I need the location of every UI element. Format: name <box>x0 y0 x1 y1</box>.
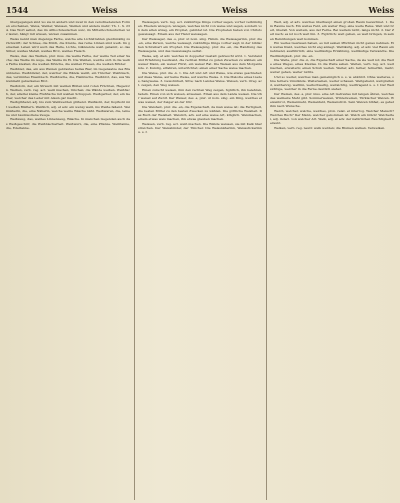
paragraph: Der Weizen, des -s, plur. inus. eine Art Getreides mit langen Ähren, welches das weißeste Mehl gibt. Sommerweizen, Winterweizen, Türkischer Weizen. Weizenbrot, Weizenmehl, Weizenfeld, Weizenstroh. Sein Weizen blühet, es gehet ihm nach Wunsche. <box>270 91 394 109</box>
paragraph: Die Weise, plur. die -n. 1. Die Art und Art und Weise, wie etwas geschiehet; auf diese Weise, auf keine Weise, auf welche Weise. 2. Die Melodie eines Liedes, Sangweise. 3. Gewohnheit, Sitte; nach Landes Weise. Weisen, verb. irreg. act. zeigen, den Weg weisen. <box>138 70 262 88</box>
paragraph: Welch, welcher, welche, welches, pron. relat. et interrog. Welcher Mensch? Welches Buch? Der Mann, welcher gekommen ist. Welch ein Glück! Welcherlei, adj. indecl. von welcher Art. Welk, adj. et adv. der natürlichen Feuchtigkeit beraubt. <box>270 108 394 126</box>
paragraph: Weißbier, das, ein aus Weizen gebrautes helles Bier, im Gegensatze des Braunbieres. Weißbinder, der, welcher die Wände weißt, ein Tüncher. Weißblech, das, verzinntes Eisenblech. Weißbuche, die, Hainbuche. Weißbrot, das, aus Weizenmehl gebackenes Brot. <box>6 66 130 84</box>
running-head-left: Weiss <box>92 5 118 15</box>
paragraph: Weit, adj. et adv. welches überhaupt einen großen Raum bezeichnet. 1. Dem Raume nach. Ein weites Feld, ein weiter Weg, eine weite Reise. Weit und breit, überall. Von weitem, aus der Ferne. Bei weitem nicht, lange nicht. 2. Der Zeit nach; es ist noch weit hin. 3. Figürlich; weit gehen, es weit bringen, in seinen Bemühungen weit kommen. <box>270 20 394 41</box>
paragraph: Ein weites Gewissen haben, es mit seinen Pflichten nicht genau nehmen. Ein weites Kleid, welches nicht eng anliegt. Weitläufig, adj. et adv. viel Raum einnehmend, ausführlich; eine weitläufige Erzählung, weitläufige Verwandte. Die Weitläufigkeit, plur. die -en. <box>270 41 394 58</box>
paragraph: Weißglühend, adj. bis zum Weißwerden glühend. Weißkohl, der, Kopfkohl mit weißen Blättern. Weißlich, adj. et adv. ein wenig weiß, ins Weiße fallend. Weißnäherin, die, eine Näherin, welche weiße Wäsche näht. Weißwaren, die, leinene und baumwollene Zeuge. <box>6 100 130 117</box>
paragraph: Die Weite, plur. die -n, die Eigenschaft einer Sache, da sie weit ist; die Weite eines Weges, eines Kleides. In die Weite sehen. Weiten, verb. reg. act. weit machen, erweitern; einen Schuh weiten. Weiter, adv. ferner, fernerhin, mehr; weiter gehen, weiter nichts. <box>270 58 394 75</box>
page-number: 1544 <box>6 5 29 15</box>
text-columns <box>6 20 394 500</box>
text-column-middle <box>134 20 262 500</box>
paragraph: Die Weisheit, plur. die -en, die Eigenschaft, da man weise ist; die Fertigkeit, die besten Mittel zu den besten Zwecken zu wählen. Die göttliche Weisheit. Das Buch der Weisheit. Weislich, adv. auf eine weise Art, klüglich. Weismachen, einem etwas weis machen, ihn etwas glauben machen. <box>138 104 262 122</box>
running-head-center: Weiss <box>222 5 248 15</box>
paragraph: Weissen, verb. reg. act. weiß machen. Die Wände weissen, sie mit Kalk überstreichen. Der Weissbinder, der Tüncher. Die Weissnäherinn, Weissstickerinn u. s. f. <box>138 121 262 134</box>
paragraph: übergegangen sind wo sie in andern und zwar in den verschiedensten Formen erscheinen, Weiss, Weißer, Weissen, Weißen und andere mehr; Th. 1. S. 234. Das Wort selbst, das im Althochdeutschen uuiz, im Mittelhochdeutschen wiz lautet, hängt mit wissen, wizzen zusammen. <box>6 20 130 37</box>
page-header <box>6 4 394 17</box>
paragraph: Der Weissager, des -s, plur. ut nom. sing. Fämin. die Weissagerinn, plur. die -en, eine Person, welche weissagt, zukünftige Dinge vorher sagt; in der biblischen Schreibart ein Prophet. Die Weissagung, plur. die -en, die Handlung des Weissagens, und das Geweissagte selbst. <box>138 36 262 54</box>
paragraph: Einen zurecht weisen, ihm den rechten Weg zeigen, figürlich, ihn belehren, tadeln. Einen von sich weisen, abweisen. Einen aus dem Lande weisen. Die Uhr weiset auf Zwölf. Der Weiser, des -s, plur. ut nom. sing. ein Ding, welches etwas weiset, der Zeiger an der Uhr. <box>138 87 262 105</box>
running-head-right: Weiss <box>368 5 394 15</box>
text-column-left <box>6 20 130 500</box>
paragraph: Weißzeug, das, weißes Linnenzeug, Wäsche. In manchen Gegenden auch das Weißgeschirr, die Weißblecharbeit. Weißwurz, die, eine Pflanze. Weißtanne, die, Edeltanne. <box>6 117 130 130</box>
paragraph: Welken, verb. reg. neutr. welk werden; die Blumen welken. Verwelken. <box>274 125 386 130</box>
text-column-right <box>266 20 394 500</box>
paragraph: Weiss nennt man diejenige Farbe, welche alle Lichtstrahlen gleichmäßig zurückwirft; der Schnee, die Milch, die Kreide, das reine Linnen sind weiß. Im gemeinen Leben wird auch das Helle, Lichte, Glänzende weiß genannt, so das Silber, weißes Metall, weißes Brot, weißes Fleisch. <box>6 36 130 54</box>
paragraph: Weissagen, verb. reg. act. zukünftige Dinge vorher sagen, vorher verkündigen. Ehedem wizagon, wizagen, welches nicht von weise und sagen, sondern von dem alten wizag, ein Prophet, gebildet ist. Die Propheten haben von Christo geweissagt. Einem aus der Hand weissagen. <box>138 20 262 37</box>
paragraph: Weißdorn, der, ein Strauch mit weißen Blüten und roten Früchten, Hagedorn. Weißen, verb. reg. act. weiß machen, tünchen; die Wände weißen. Weißfisch, der, allerlei kleine Flußfische mit weißen Schuppen. Weißgerber, der, ein Gerber, welcher das Leder mit Alaun gar macht. <box>6 83 130 100</box>
paragraph: Weise, adj. et adv. welches in doppelter Gestalt gebraucht wird. 1. Verstand und Erfahrung besitzend, die rechten Mittel zu guten Zwecken zu wählen; ein weiser Mann, ein weiser Fürst, ein weiser Rat. Die Weisen aus dem Morgenlande. 2. Kundig, erfahren, unterrichtet; einen einer Sache weise machen. <box>138 53 262 71</box>
paragraph: Und so weiter, welches man gemeiniglich u. s. w. abkürzt. Ohne weiteres, ohne fernere Umstände. Weitersehen, weiter schauen. Weitgehend, weitgreifend, weitherzig, weithin, weitschweifig, weitsichtig, weittragend u. s. f. Der Weitsichtige, welcher in die Ferne deutlich siehet. <box>270 74 394 92</box>
paragraph: Weiss, das; des Weißen, plur. inus. die weiße Farbe, der weiße Teil einer Sache; das Weiße im Auge, das Weiße im Ei. Die Weißen, welche sich in die weiße Farbe kleiden; die weißen Mönche, die weißen Frauen, die weißen Brüder. <box>6 53 130 67</box>
